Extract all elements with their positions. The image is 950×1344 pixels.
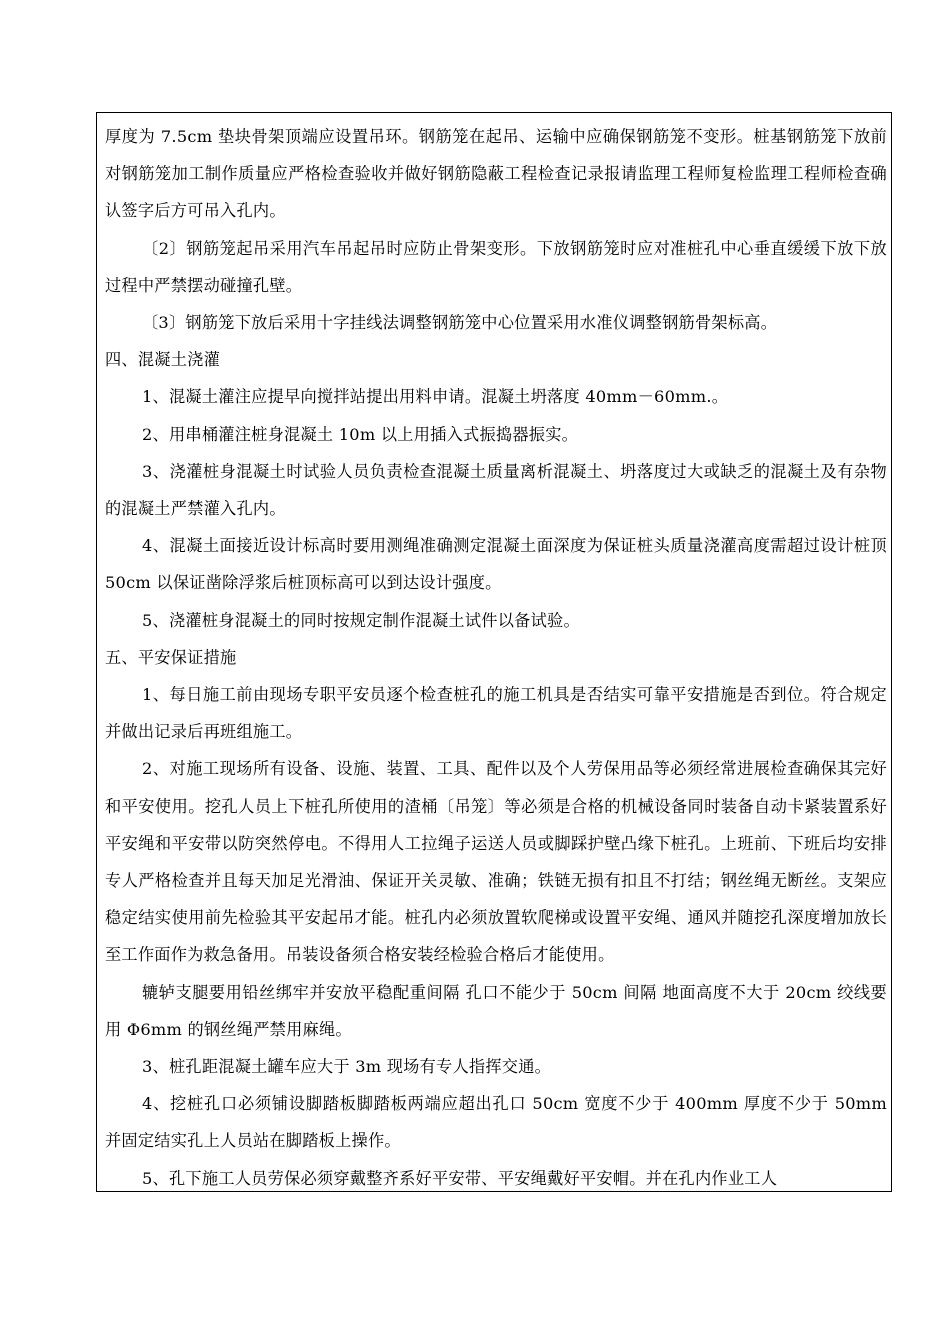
paragraph-safety-item-5: 5、孔下施工人员劳保必须穿戴整齐系好平安带、平安绳戴好平安帽。并在孔内作业工人 xyxy=(142,1168,778,1188)
section-heading-safety-measures: 五、平安保证措施 xyxy=(105,647,237,667)
paragraph-concrete-item-2: 2、用串桶灌注桩身混凝土 10m 以上用插入式振捣器振实。 xyxy=(142,424,579,444)
section-heading-concrete-pouring: 四、混凝土浇灌 xyxy=(105,350,221,370)
paragraph-safety-item-3: 3、桩孔距混凝土罐车应大于 3m 现场有专人指挥交通。 xyxy=(142,1057,552,1077)
paragraph-concrete-item-4: 4、混凝土面接近设计标高时要用测绳准确测定混凝土面深度为保证桩头质量浇灌高度需超过设计桩顶 50cm 以保证凿除浮浆后桩顶标高可以到达设计强度。 xyxy=(105,536,887,593)
paragraph-safety-windlass: 辘轳支腿要用铅丝绑牢并安放平稳配重间隔 孔口不能少于 50cm 间隔 地面高度不大于 20cm 绞线要用 Φ6mm 的钢丝绳严禁用麻绳。 xyxy=(105,982,887,1039)
paragraph-rebar-positioning: 〔3〕钢筋笼下放后采用十字挂线法调整钢筋笼中心位置采用水准仪调整钢筋骨架标高。 xyxy=(142,313,778,333)
paragraph-rebar-lifting: 〔2〕钢筋笼起吊采用汽车吊起吊时应防止骨架变形。下放钢筋笼时应对准桩孔中心垂直缓缓下放下放过程中严禁摆动碰撞孔壁。 xyxy=(105,238,887,295)
paragraph-safety-item-1: 1、每日施工前由现场专职平安员逐个检查桩孔的施工机具是否结实可靠平安措施是否到位。符合规定并做出记录后再班组施工。 xyxy=(105,685,887,742)
document-frame xyxy=(96,112,892,1192)
document-body xyxy=(105,118,887,1192)
paragraph-concrete-item-1: 1、混凝土灌注应提早向搅拌站提出用料申请。混凝土坍落度 40mm－60mm.。 xyxy=(142,387,729,407)
paragraph-safety-item-4: 4、挖桩孔口必须铺设脚踏板脚踏板两端应超出孔口 50cm 宽度不少于 400mm 厚度不少于 50mm 并固定结实孔上人员站在脚踏板上操作。 xyxy=(105,1094,887,1151)
paragraph-concrete-item-3: 3、浇灌桩身混凝土时试验人员负责检查混凝土质量离析混凝土、坍落度过大或缺乏的混凝土及有杂物的混凝土严禁灌入孔内。 xyxy=(105,461,887,519)
paragraph-concrete-item-5: 5、浇灌桩身混凝土的同时按规定制作混凝土试件以备试验。 xyxy=(142,610,580,630)
paragraph-rebar-cage-spacer: 厚度为 7.5cm 垫块骨架顶端应设置吊环。钢筋笼在起吊、运输中应确保钢筋笼不变形。桩基钢筋笼下放前对钢筋笼加工制作质量应严格检查验收并做好钢筋隐蔽工程检查记录报请监理工程师复检监理工程师检查确认签字后方可吊入孔内。 xyxy=(105,127,887,221)
paragraph-safety-item-2: 2、对施工现场所有设备、设施、装置、工具、配件以及个人劳保用品等必须经常进展检查确保其完好和平安使用。挖孔人员上下桩孔所使用的渣桶〔吊笼〕等必须是合格的机械设备同时装备自动卡紧装置系好平安绳和平安带以防突然停电。不得用人工拉绳子运送人员或脚踩护壁凸缘下桩孔。上班前、下班后均安排专人严格检查并且每天加足光滑油、保证开关灵敏、准确；铁链无损有扣且不打结；钢丝绳无断丝。支架应稳定结实使用前先检验其平安起吊才能。桩孔内必须放置软爬梯或设置平安绳、通风并随挖孔深度增加放长至工作面作为救急备用。吊装设备须合格安装经检验合格后才能使用。 xyxy=(105,759,887,965)
